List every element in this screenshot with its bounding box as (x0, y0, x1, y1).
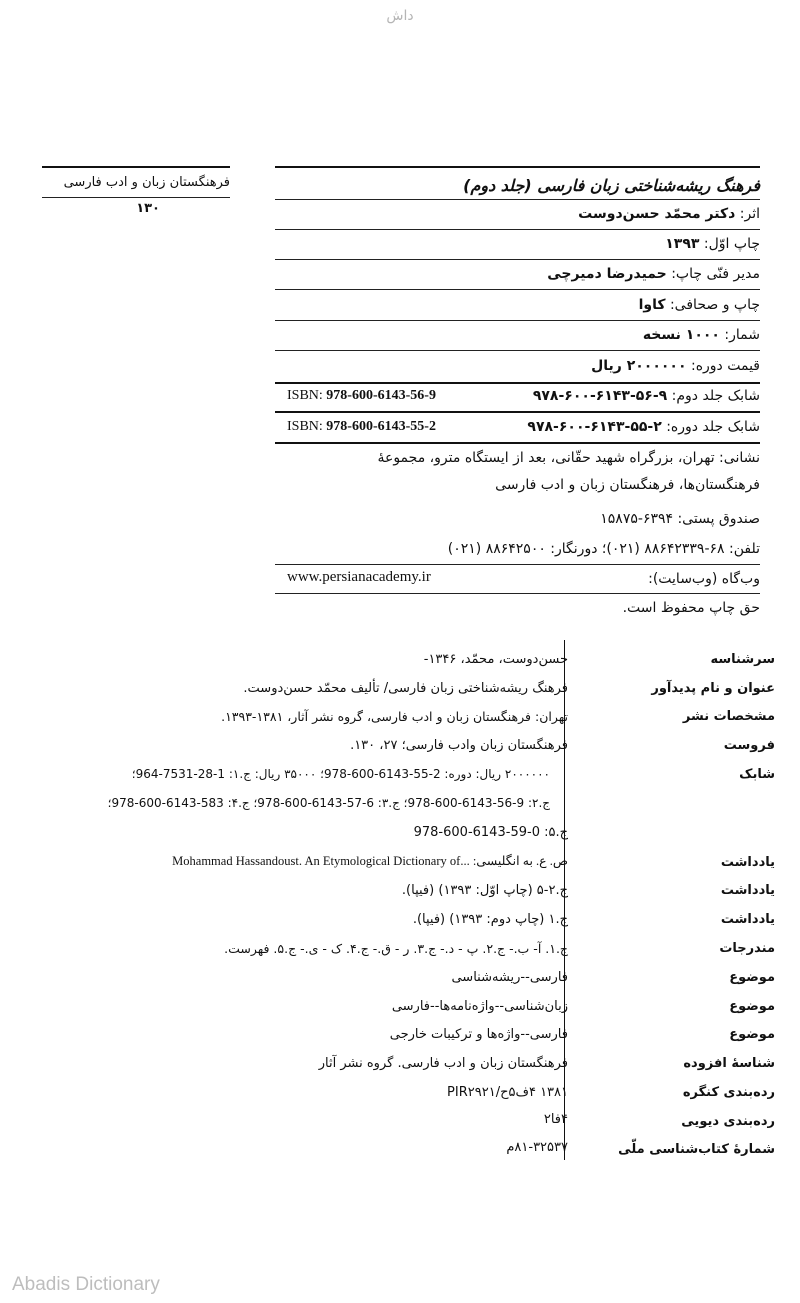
author-row (275, 206, 760, 222)
catalog-value: فرهنگ ریشه‌شناختی زبان فارسی/ تألیف محمّد حسن‌دوست. (243, 681, 568, 696)
isbn-volume-fa: ۹-۵۶-۶۱۴۳-۶۰۰-۹۷۸ (532, 388, 668, 404)
edition-label: چاپ اوّل: (703, 236, 760, 252)
price-label: قیمت دوره: (690, 358, 760, 374)
address-line-1: نشانی: تهران، بزرگراه شهید حقّانی، بعد از ایستگاه مترو، مجموعهٔ (377, 450, 760, 466)
catalog-value: فرهنگستان زبان وادب فارسی؛ ۲۷، ۱۳۰. (350, 738, 568, 753)
catalog-value: زبان‌شناسی--واژه‌نامه‌ها--فارسی (391, 999, 568, 1014)
catalog-label: موضوع (729, 970, 775, 985)
divider (275, 166, 760, 168)
isbn-set (287, 419, 436, 435)
divider (275, 289, 760, 290)
price: ۲۰۰۰۰۰۰ ریال (591, 358, 687, 374)
catalog-value: ۴فا۲ (543, 1112, 568, 1127)
footer-brand: Abadis Dictionary (12, 1274, 160, 1295)
phone-fax: تلفن: ۶۸-۸۸۶۴۲۳۳۹ (۰۲۱)؛ دورنگار: ۸۸۶۴۲۵۰۰ (۰۲۱) (447, 541, 760, 557)
series-name: فرهنگستان زبان و ادب فارسی (63, 175, 230, 190)
catalog-value: ج.۱. آ- ب.- ج.۲. پ - د.- ج.۳. ر - ق.- ج.۴. ک - ی.- ج.۵. فهرست. (224, 941, 568, 956)
price-row (275, 358, 760, 374)
catalog-label: موضوع (729, 999, 775, 1014)
divider (275, 564, 760, 565)
isbn-set-fa-label: شابک جلد دوره: (666, 419, 760, 435)
imprint-block (275, 166, 760, 626)
printer-label: چاپ و صحافی: (669, 297, 760, 313)
catalog-label: عنوان و نام پدیدآور (651, 681, 775, 696)
tech-manager-row (275, 266, 760, 282)
catalog-value: ج.۱ (چاپ دوم: ۱۳۹۳) (فیپا). (412, 912, 568, 927)
watermark: داش (386, 8, 414, 24)
divider (42, 166, 230, 168)
catalog-label: شابک (739, 767, 775, 782)
catalog-value: فارسی--ریشه‌شناسی (451, 970, 568, 985)
book-title: فرهنگ ریشه‌شناختی زبان فارسی (جلد دوم) (463, 176, 760, 195)
copyright-notice: حق چاپ محفوظ است. (622, 600, 760, 616)
catalog-label: رده‌بندی دیویی (681, 1114, 775, 1129)
isbn-set-number: 978-600-6143-55-2 (326, 419, 436, 434)
catalog-value: تهران: فرهنگستان زبان و ادب فارسی، گروه نشر آثار، ۱۳۸۱-۱۳۹۳. (221, 709, 568, 724)
divider (275, 199, 760, 200)
catalog-value: ج.۲: 9-56-6143-600-978؛ ج.۳: 6-57-6143-600-978؛ ج.۴: 583-6143-600-978؛ (107, 796, 550, 810)
catalog-label: یادداشت (720, 883, 775, 898)
divider (275, 259, 760, 260)
edition: ۱۳۹۳ (665, 236, 700, 252)
tech-manager: حمیدرضا دمیرچی (547, 266, 667, 282)
catalog-label: سرشناسه (710, 652, 775, 667)
catalog-label: مشخصات نشر (682, 709, 775, 724)
address-line-2: فرهنگستان‌ها، فرهنگستان زبان و ادب فارسی (495, 477, 760, 493)
catalog-label: شمارهٔ کتاب‌شناسی ملّی (618, 1142, 775, 1157)
catalog-value: فارسی--واژه‌ها و ترکیبات خارجی (389, 1027, 568, 1042)
catalog-block (0, 640, 800, 1170)
catalog-value: ج.۲-۵ (چاپ اوّل: ۱۳۹۳) (فیپا). (401, 883, 568, 898)
catalog-value: ۸۱-۳۲۵۳۷م (506, 1140, 568, 1155)
printer-row (275, 297, 760, 313)
catalog-value: ج.۵: 0-59-6143-600-978 (413, 825, 568, 840)
divider (275, 350, 760, 351)
isbn-volume-number: 978-600-6143-56-9 (326, 388, 436, 403)
catalog-label: مندرجات (719, 941, 775, 956)
copies-row (275, 327, 760, 343)
edition-row (275, 236, 760, 252)
catalog-value: حسن‌دوست، محمّد، ۱۳۴۶- (423, 652, 568, 667)
copies: ۱۰۰۰ نسخه (642, 327, 720, 343)
catalog-label: یادداشت (720, 912, 775, 927)
catalog-value: ص. ع. به انگلیسی: ...Mohammad Hassandoust. An Etymological Dictionary of (172, 854, 568, 868)
website-label: وب‌گاه (وب‌سایت): (648, 571, 760, 587)
isbn-volume-label: ISBN: (287, 388, 323, 403)
author-label: اثر: (739, 206, 760, 222)
catalog-value: ۱۳۸۱ ۴ف۵ح/PIR۲۹۲۱ (447, 1085, 568, 1100)
isbn-volume (287, 388, 436, 404)
catalog-label: شناسهٔ افزوده (683, 1056, 775, 1071)
catalog-value: فرهنگستان زبان و ادب فارسی. گروه نشر آثار (318, 1056, 568, 1071)
website-link[interactable]: www.persianacademy.ir (287, 569, 431, 585)
printer: کاوا (638, 297, 666, 313)
catalog-label: موضوع (729, 1027, 775, 1042)
divider (275, 411, 760, 413)
catalog-value: ۲۰۰۰۰۰۰ ریال: دوره: 2-55-6143-600-978؛ ۳۵۰۰۰ ریال: ج.۱: 1-28-7531-964؛ (131, 767, 550, 781)
divider (275, 442, 760, 444)
catalog-label: فروست (723, 738, 775, 753)
series-box (42, 166, 230, 226)
divider (275, 382, 760, 384)
isbn-volume-fa-label: شابک جلد دوم: (671, 388, 760, 404)
catalog-label: رده‌بندی کنگره (682, 1085, 775, 1100)
divider (275, 229, 760, 230)
series-number: ۱۳۰ (136, 201, 160, 216)
author: دکتر محمّد حسن‌دوست (578, 206, 736, 222)
divider (275, 320, 760, 321)
isbn-set-fa: ۲-۵۵-۶۱۴۳-۶۰۰-۹۷۸ (527, 419, 662, 435)
divider (275, 593, 760, 594)
isbn-set-label: ISBN: (287, 419, 323, 434)
po-box: صندوق پستی: ۶۳۹۴-۱۵۸۷۵ (600, 511, 760, 527)
divider (42, 197, 230, 198)
tech-manager-label: مدیر فنّی چاپ: (671, 266, 760, 282)
catalog-label: یادداشت (720, 855, 775, 870)
copies-label: شمار: (724, 327, 760, 343)
